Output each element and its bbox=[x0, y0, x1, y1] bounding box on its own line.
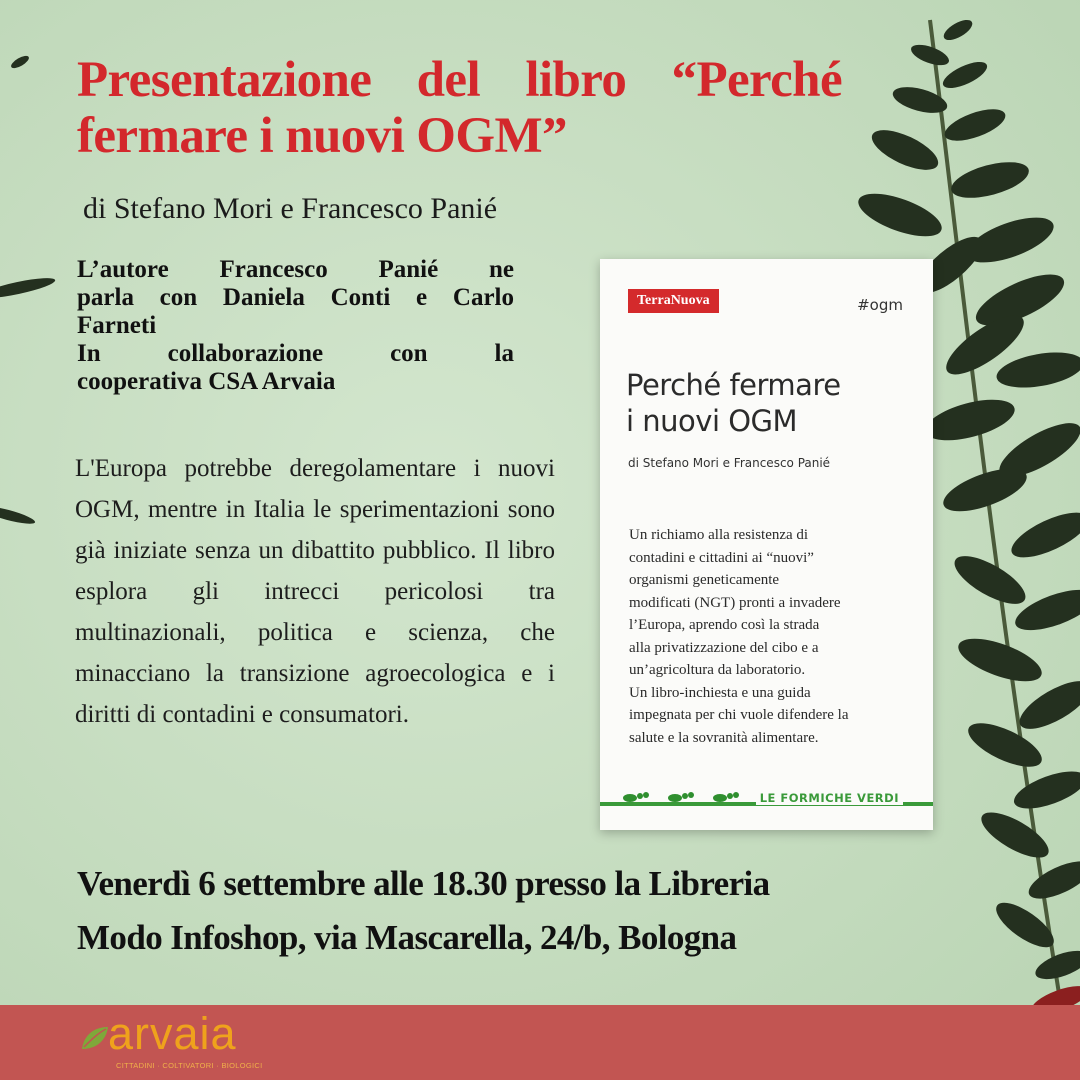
ants-icon bbox=[620, 784, 750, 808]
event-line: Venerdì 6 settembre alle 18.30 presso la Libreria bbox=[77, 864, 770, 903]
blurb-line: contadini e cittadini ai “nuovi” bbox=[629, 549, 814, 566]
book-title bbox=[626, 367, 916, 439]
authors-line: L’autore Francesco Panié ne bbox=[77, 256, 514, 283]
book-authors: di Stefano Mori e Francesco Panié bbox=[628, 456, 831, 470]
blurb-line: salute e la sovranità alimentare. bbox=[629, 729, 819, 746]
logo-wordmark: arvaia bbox=[108, 1008, 237, 1059]
publisher-logo: TerraNuova bbox=[628, 289, 719, 313]
blurb-line: un’agricoltura da laboratorio. bbox=[629, 662, 806, 678]
blurb-line: alla privatizzazione del cibo e a bbox=[629, 639, 819, 656]
blurb-line: Un richiamo alla resistenza di bbox=[629, 527, 809, 543]
book-blurb bbox=[629, 524, 919, 749]
book-title-line: Perché fermare bbox=[626, 368, 841, 402]
event-line: Modo Infoshop, via Mascarella, 24/b, Bologna bbox=[77, 918, 737, 957]
book-hashtag: #ogm bbox=[857, 296, 903, 314]
event-details bbox=[77, 857, 877, 965]
page-subtitle: di Stefano Mori e Francesco Panié bbox=[83, 192, 498, 225]
authors-line: Farneti bbox=[77, 312, 157, 339]
logo-tagline: CITTADINI · COLTIVATORI · BIOLOGICI bbox=[116, 1061, 263, 1070]
blurb-line: modificati (NGT) pronti a invadere bbox=[629, 594, 841, 611]
blurb-line: l’Europa, aprendo così la strada bbox=[629, 617, 820, 633]
blurb-line: impegnata per chi vuole difendere la bbox=[629, 707, 849, 723]
leaf-icon bbox=[80, 1023, 110, 1053]
authors-block bbox=[77, 256, 514, 396]
authors-line: In collaborazione con la bbox=[77, 340, 514, 367]
page-title: Presentazione del libro “Perché fermare i nuovi OGM” bbox=[77, 52, 842, 164]
blurb-line: organismi geneticamente bbox=[629, 572, 780, 588]
authors-line: cooperativa CSA Arvaia bbox=[77, 368, 336, 395]
blurb-line: Un libro-inchiesta e una guida bbox=[629, 684, 811, 701]
book-cover bbox=[600, 259, 933, 830]
book-title-line: i nuovi OGM bbox=[626, 404, 798, 438]
authors-line: parla con Daniela Conti e Carlo bbox=[77, 284, 514, 311]
book-series: LE FORMICHE VERDI bbox=[756, 791, 903, 805]
description-text: L'Europa potrebbe deregolamentare i nuovi OGM, mentre in Italia le sperimentazioni sono già iniziate senza un dibattito pubblico. Il libro esplora gli intrecci pericolosi tra multinazionali, politica e scienza, che minacciano la transizione agroecologica e i diritti di contadini e consumatori. bbox=[75, 455, 555, 728]
